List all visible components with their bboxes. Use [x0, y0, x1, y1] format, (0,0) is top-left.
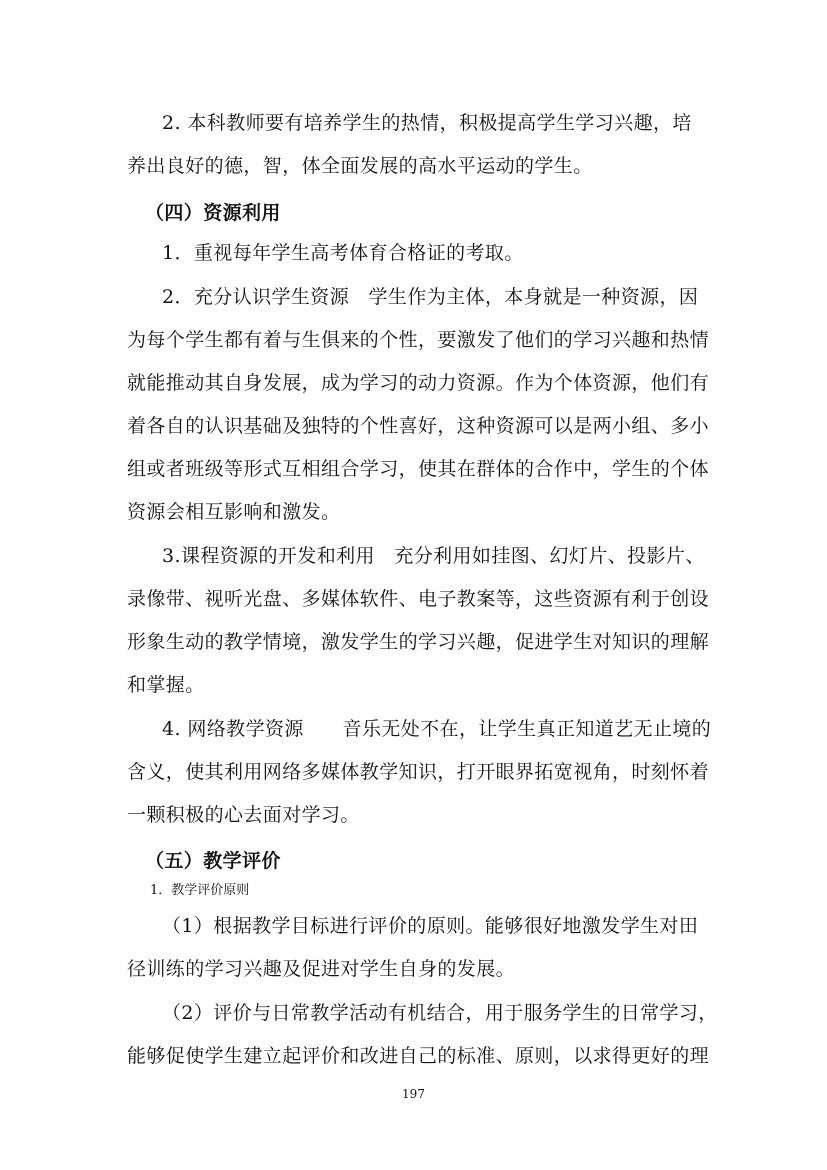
paragraph-line: 录像带、视听光盘、多媒体软件、电子教案等，这些资源有利于创设 — [127, 588, 710, 610]
paragraph-line: 形象生动的教学情境，激发学生的学习兴趣，促进学生对知识的理解 — [127, 631, 710, 653]
section-heading: （四）资源利用 — [145, 202, 281, 224]
paragraph-line: 4. 网络教学资源 音乐无处不在，让学生真正知道艺无止境的 — [162, 718, 712, 740]
page-number: 197 — [402, 1087, 425, 1101]
paragraph-line: 养出良好的德，智，体全面发展的高水平运动的学生。 — [127, 155, 593, 177]
paragraph-line: 组或者班级等形式互相组合学习，使其在群体的合作中，学生的个体 — [127, 458, 710, 480]
paragraph-line: 和掌握。 — [127, 674, 205, 696]
paragraph-line: 就能推动其自身发展，成为学习的动力资源。作为个体资源，他们有 — [127, 372, 710, 394]
paragraph-line: 1．重视每年学生高考体育合格证的考取。 — [162, 242, 524, 264]
paragraph-line: 2．充分认识学生资源 学生作为主体，本身就是一种资源，因 — [162, 286, 699, 308]
paragraph-line: 含义，使其利用网络多媒体教学知识，打开眼界拓宽视角，时刻怀着 — [127, 761, 710, 783]
paragraph-line: 为每个学生都有着与生俱来的个性，要激发了他们的学习兴趣和热情 — [127, 329, 710, 351]
paragraph-line: 2. 本科教师要有培养学生的热情，积极提高学生学习兴趣，培 — [162, 112, 692, 134]
paragraph-line: （1）根据教学目标进行评价的原则。能够很好地激发学生对田 — [162, 915, 699, 937]
section-heading: （五）教学评价 — [145, 850, 281, 872]
paragraph-line: 3.课程资源的开发和利用 充分利用如挂图、幻灯片、投影片、 — [162, 545, 705, 567]
paragraph-line: 径训练的学习兴趣及促进对学生自身的发展。 — [127, 958, 516, 980]
subsection-label: 1．教学评价原则 — [150, 883, 250, 898]
paragraph-line: 资源会相互影响和激发。 — [127, 501, 341, 523]
paragraph-line: （2）评价与日常教学活动有机结合，用于服务学生的日常学习， — [162, 1002, 718, 1024]
paragraph-line: 能够促使学生建立起评价和改进自己的标准、原则，以求得更好的理 — [127, 1045, 710, 1067]
paragraph-line: 着各自的认识基础及独特的个性喜好，这种资源可以是两小组、多小 — [127, 415, 710, 437]
paragraph-line: 一颗积极的心去面对学习。 — [127, 804, 360, 826]
